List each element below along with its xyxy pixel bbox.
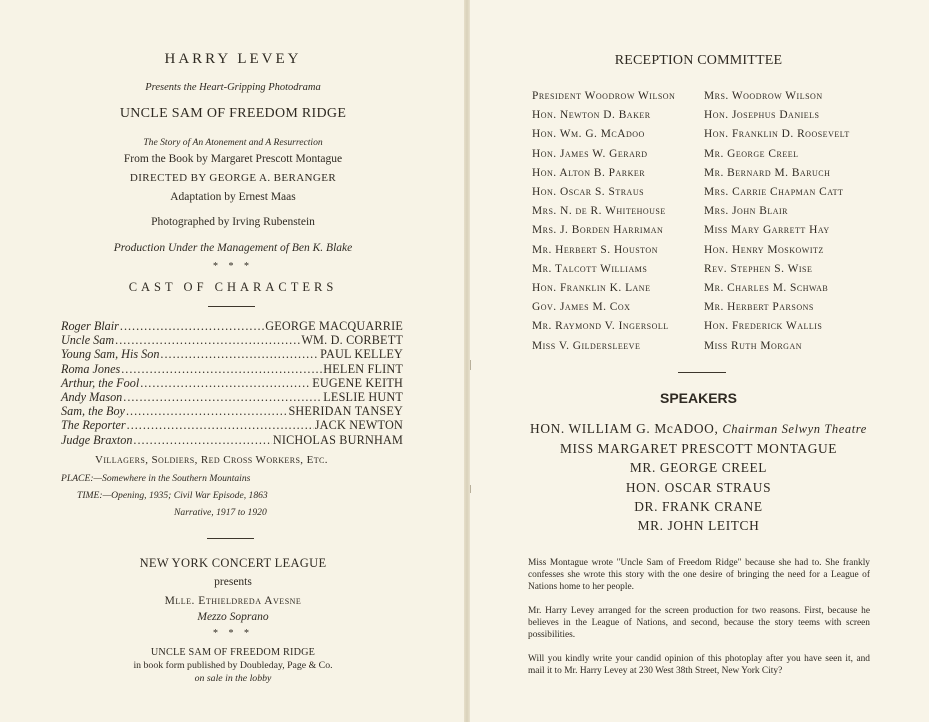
committee-member: Hon. Alton B. Parker bbox=[532, 166, 646, 179]
cast-actor: LESLIE HUNT bbox=[323, 390, 403, 404]
league-presents: presents bbox=[214, 576, 252, 588]
tagline: The Story of An Atonement and A Resurrection bbox=[143, 137, 323, 148]
cast-row bbox=[61, 347, 403, 361]
paragraph-opinion: Will you kindly write your candid opinion of this photoplay after you have seen it, and mail it to Mr. Harry Levey at 230 West 38th Street, New York City? bbox=[528, 654, 870, 677]
cast-actor: EUGENE KEITH bbox=[312, 375, 403, 390]
committee-member: Mr. Herbert Parsons bbox=[704, 301, 814, 314]
speaker-item: MISS MARGARET PRESCOTT MONTAGUE bbox=[559, 441, 838, 456]
paragraph-levey: Mr. Harry Levey arranged for the screen production for two reasons. First, because he believes in the League of Nations, and second, because the story teems with screen possibilities. bbox=[528, 606, 870, 641]
cast-rule bbox=[208, 306, 255, 307]
committee-member: Mr. Raymond V. Ingersoll bbox=[532, 320, 669, 333]
committee-member: Mrs. J. Borden Harriman bbox=[532, 224, 664, 237]
committee-member: Mrs. Carrie Chapman Catt bbox=[704, 186, 844, 198]
cast-actor: WM. D. CORBETT bbox=[301, 333, 403, 348]
adaptation-credit: Adaptation by Ernest Maas bbox=[170, 191, 296, 203]
committee-member: Hon. Josephus Daniels bbox=[704, 109, 820, 122]
committee-member: Hon. Newton D. Baker bbox=[532, 109, 651, 122]
cast-role: Judge Braxton bbox=[61, 432, 133, 447]
committee-member: Mrs. N. de R. Whitehouse bbox=[532, 205, 666, 218]
stars-divider: * * * bbox=[213, 261, 253, 272]
committee-member: Hon. Wm. G. McAdoo bbox=[532, 128, 645, 141]
committee-member: Hon. James W. Gerard bbox=[532, 147, 648, 160]
cast-row bbox=[61, 433, 403, 447]
cast-role: Roma Jones bbox=[61, 361, 121, 376]
cast-actor: SHERIDAN TANSEY bbox=[288, 404, 403, 419]
dot-leader bbox=[133, 433, 271, 447]
committee-member: Mr. George Creel bbox=[704, 147, 799, 160]
cast-role: Sam, the Boy bbox=[61, 404, 125, 419]
cast-row bbox=[61, 333, 403, 347]
place-line: PLACE:—Somewhere in the Southern Mountains bbox=[61, 473, 251, 484]
committee-member: Mrs. John Blair bbox=[704, 205, 788, 218]
fold-mark bbox=[470, 360, 471, 370]
book-title: UNCLE SAM OF FREEDOM RIDGE bbox=[150, 647, 316, 658]
on-sale-line: on sale in the lobby bbox=[194, 673, 272, 684]
committee-member: Miss V. Gildersleeve bbox=[532, 339, 641, 352]
dot-leader bbox=[123, 390, 322, 404]
speakers-rule bbox=[678, 372, 726, 373]
dot-leader bbox=[160, 347, 319, 361]
cast-role: Young Sam, His Son bbox=[61, 347, 160, 362]
production-credit: Production Under the Management of Ben K. Blake bbox=[113, 242, 353, 254]
performer-voice: Mezzo Soprano bbox=[197, 611, 269, 623]
performer-name: Mlle. Ethieldreda Avesne bbox=[164, 595, 302, 607]
speaker-item bbox=[468, 421, 929, 437]
speaker-name: HON. WILLIAM G. McADOO, bbox=[530, 421, 719, 436]
dot-leader bbox=[115, 333, 300, 347]
committee-member: Mr. Charles M. Schwab bbox=[704, 282, 829, 294]
cast-role: The Reporter bbox=[61, 418, 126, 433]
committee-member: Hon. Oscar S. Straus bbox=[532, 186, 645, 198]
cast-role: Uncle Sam bbox=[61, 333, 115, 348]
paragraph-montague: Miss Montague wrote "Uncle Sam of Freedom Ridge" because she had to. She frankly confesses she wrote this story with the one desire of bringing the need for a League of Nations home to her people. bbox=[528, 558, 870, 593]
committee-member: Rev. Stephen S. Wise bbox=[704, 262, 813, 275]
cast-actor: NICHOLAS BURNHAM bbox=[272, 432, 403, 447]
committee-member: Miss Mary Garrett Hay bbox=[704, 224, 830, 237]
dot-leader bbox=[126, 404, 287, 418]
from-book: From the Book by Margaret Prescott Montague bbox=[123, 153, 343, 165]
committee-member: Gov. James M. Cox bbox=[532, 301, 631, 314]
cast-actor: JACK NEWTON bbox=[314, 418, 403, 433]
committee-member: Mr. Bernard M. Baruch bbox=[704, 166, 831, 179]
committee-member: President Woodrow Wilson bbox=[532, 90, 676, 102]
dot-leader bbox=[121, 362, 322, 376]
presents-line: Presents the Heart-Gripping Photodrama bbox=[145, 82, 321, 93]
speaker-item: DR. FRANK CRANE bbox=[634, 498, 763, 514]
book-publisher: in book form published by Doubleday, Page & Co. bbox=[133, 660, 333, 671]
photographed-credit: Photographed by Irving Rubenstein bbox=[151, 216, 315, 228]
producer-name: HARRY LEVEY bbox=[164, 51, 302, 67]
extras-line: Villagers, Soldiers, Red Cross Workers, Etc. bbox=[95, 454, 328, 466]
cast-row bbox=[61, 362, 403, 376]
cast-role: Roger Blair bbox=[61, 319, 119, 333]
time-line: TIME:—Opening, 1935; Civil War Episode, 1863 bbox=[77, 490, 268, 501]
speakers-heading: SPEAKERS bbox=[659, 390, 738, 406]
cast-row bbox=[61, 404, 403, 418]
speaker-item: HON. OSCAR STRAUS bbox=[625, 479, 772, 495]
committee-member: Mr. Talcott Williams bbox=[532, 262, 648, 275]
committee-member: Hon. Franklin K. Lane bbox=[532, 282, 651, 294]
dot-leader bbox=[140, 376, 311, 390]
cast-actor: GEORGE MACQUARRIE bbox=[265, 319, 403, 333]
cast-row bbox=[61, 418, 403, 432]
committee-member: Mrs. Woodrow Wilson bbox=[704, 90, 823, 102]
cast-heading: CAST OF CHARACTERS bbox=[128, 280, 338, 294]
league-name: NEW YORK CONCERT LEAGUE bbox=[139, 556, 327, 570]
committee-member: Mr. Herbert S. Houston bbox=[532, 243, 658, 256]
cast-row bbox=[61, 376, 403, 390]
dot-leader bbox=[127, 418, 314, 432]
cast-role: Arthur, the Fool bbox=[61, 375, 140, 390]
cast-row bbox=[61, 390, 403, 404]
reception-heading: RECEPTION COMMITTEE bbox=[614, 53, 783, 68]
speaker-item: MR. JOHN LEITCH bbox=[637, 518, 760, 534]
film-title: UNCLE SAM OF FREEDOM RIDGE bbox=[119, 106, 347, 121]
committee-member: Hon. Frederick Wallis bbox=[704, 320, 823, 333]
directed-by: DIRECTED BY GEORGE A. BERANGER bbox=[129, 172, 337, 184]
narrative-line: Narrative, 1917 to 1920 bbox=[174, 507, 267, 518]
committee-member: Miss Ruth Morgan bbox=[704, 339, 802, 352]
stars-divider-2: * * * bbox=[213, 628, 253, 639]
dot-leader bbox=[120, 319, 264, 333]
cast-row bbox=[61, 319, 403, 333]
cast-actor: PAUL KELLEY bbox=[320, 347, 403, 362]
cast-role: Andy Mason bbox=[61, 390, 123, 404]
cast-actor: HELEN FLINT bbox=[323, 361, 403, 376]
speaker-title: Chairman Selwyn Theatre bbox=[722, 422, 867, 436]
committee-member: Hon. Franklin D. Roosevelt bbox=[704, 128, 850, 141]
speaker-item: MR. GEORGE CREEL bbox=[629, 460, 768, 476]
section-rule bbox=[207, 538, 254, 539]
committee-member: Hon. Henry Moskowitz bbox=[704, 243, 824, 256]
